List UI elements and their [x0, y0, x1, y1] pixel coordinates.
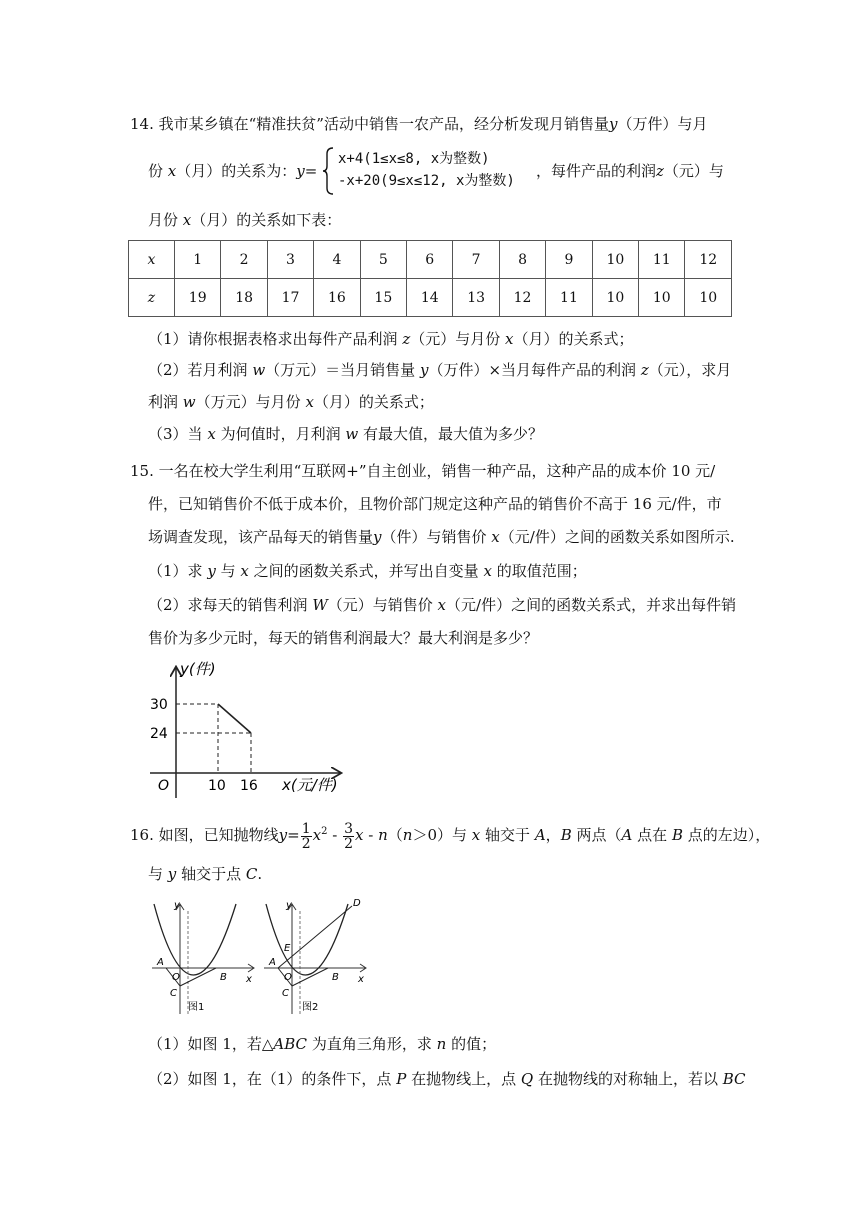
cell-z-11: 10 — [639, 279, 685, 317]
svg-text:A: A — [269, 957, 276, 968]
q14-part2-cont: 利润 w（万元）与月份 x（月）的关系式； — [148, 393, 434, 411]
q15-line3: 场调查发现，该产品每天的销售量y（件）与销售价 x（元/件）之间的函数关系如图所示. — [148, 528, 735, 546]
cell-x-3: 3 — [267, 241, 313, 279]
q15-graph — [140, 658, 370, 808]
cell-x-4: 4 — [314, 241, 360, 279]
q14-line2-tail: ，每件产品的利润z（元）与 — [536, 162, 724, 180]
q16-part2: （2）如图 1，在（1）的条件下，点 P 在抛物线上，点 Q 在抛物线的对称轴上，若以 BC — [148, 1070, 746, 1088]
q14-line3: 月份 x（月）的关系如下表： — [148, 211, 342, 229]
cell-z-12: 10 — [685, 279, 732, 317]
cell-z-3: 17 — [267, 279, 313, 317]
svg-text:E: E — [284, 943, 291, 954]
piecewise-case-1: x+4(1≤x≤8, x为整数) — [338, 151, 490, 167]
row-label-z: z — [129, 279, 175, 317]
svg-text:y: y — [174, 900, 180, 911]
q14-line2: 份 x（月）的关系为：y= — [148, 162, 318, 180]
cell-z-9: 11 — [546, 279, 592, 317]
graph-xtick-10: 10 — [208, 778, 226, 794]
q16-figure-2 — [260, 896, 370, 1018]
graph-y-label: y(件) — [180, 660, 216, 678]
cell-x-12: 12 — [685, 241, 732, 279]
q15-line2: 件，已知销售价不低于成本价，且物价部门规定这种产品的销售价不高于 16 元/件，市 — [148, 495, 722, 513]
svg-text:x: x — [246, 974, 252, 985]
graph-xtick-16: 16 — [240, 778, 258, 794]
q15-part2-cont: 售价为多少元时，每天的销售利润最大？最大利润是多少？ — [148, 629, 539, 647]
piecewise-case-2: -x+20(9≤x≤12, x为整数) — [338, 173, 515, 189]
cell-z-1: 19 — [175, 279, 221, 317]
left-brace — [322, 146, 336, 196]
table-row-z — [129, 279, 732, 317]
svg-text:C: C — [170, 988, 177, 999]
q16-figure-1 — [148, 896, 258, 1018]
graph-ytick-24: 24 — [150, 726, 168, 742]
svg-text:D: D — [353, 898, 361, 909]
fig2-parabola — [266, 904, 348, 975]
fraction-one-half: $\frac{1}{2}$ — [301, 820, 311, 852]
cell-x-5: 5 — [360, 241, 406, 279]
fig1-segment-CB — [180, 968, 216, 986]
q16-line2: 与 y 轴交于点 C. — [148, 865, 263, 883]
q14-part2: （2）若月利润 w（万元）＝当月销售量 y（万件）×当月每件产品的利润 z（元），求月 — [148, 361, 732, 379]
fig2-segment-CB — [292, 968, 328, 986]
cell-z-4: 16 — [314, 279, 360, 317]
svg-text:A: A — [157, 957, 164, 968]
cell-z-8: 12 — [499, 279, 545, 317]
cell-x-2: 2 — [221, 241, 267, 279]
q16-part1: （1）如图 1，若△ABC 为直角三角形，求 n 的值； — [148, 1035, 497, 1053]
cell-z-6: 14 — [407, 279, 453, 317]
q16-line1: 16. 如图，已知抛物线y= $\frac{1}{2}$ $x^2$ - $\frac{3}{2}$ x - n（n＞0）与 x 轴交于 A，B 两点（A 点在 B 点的左边）， — [130, 820, 771, 852]
cell-x-1: 1 — [175, 241, 221, 279]
cell-x-11: 11 — [639, 241, 685, 279]
row-label-x: x — [129, 241, 175, 279]
q14-line1: 14. 我市某乡镇在“精准扶贫”活动中销售一农产品，经分析发现月销售量y（万件）与月 — [130, 115, 708, 133]
graph-origin: O — [158, 778, 170, 794]
svg-text:O: O — [172, 972, 180, 983]
fig1-caption: 图1 — [188, 1002, 205, 1013]
q14-part3: （3）当 x 为何值时，月利润 w 有最大值，最大值为多少？ — [148, 425, 544, 443]
q15-part1: （1）求 y 与 x 之间的函数关系式，并写出自变量 x 的取值范围； — [148, 562, 587, 580]
graph-ytick-30: 30 — [150, 697, 168, 713]
graph-segment — [218, 704, 251, 733]
q15-line1: 15. 一名在校大学生利用“互联网+”自主创业，销售一种产品，这种产品的成本价 10 元/ — [130, 462, 716, 480]
fig2-segment-AD — [278, 906, 352, 968]
svg-text:B: B — [220, 972, 227, 983]
svg-text:B: B — [332, 972, 339, 983]
svg-text:y: y — [286, 900, 292, 911]
cell-x-10: 10 — [592, 241, 638, 279]
cell-x-8: 8 — [499, 241, 545, 279]
fig2-caption: 图2 — [302, 1002, 319, 1013]
cell-z-10: 10 — [592, 279, 638, 317]
cell-z-5: 15 — [360, 279, 406, 317]
fraction-three-halves: $\frac{3}{2}$ — [344, 820, 354, 852]
svg-text:x: x — [358, 974, 364, 985]
table-row-x — [129, 241, 732, 279]
graph-x-label: x(元/件) — [282, 776, 338, 794]
cell-x-9: 9 — [546, 241, 592, 279]
fig1-parabola — [154, 904, 236, 975]
cell-x-6: 6 — [407, 241, 453, 279]
q15-part2: （2）求每天的销售利润 W（元）与销售价 x（元/件）之间的函数关系式，并求出每件销 — [148, 596, 737, 614]
cell-x-7: 7 — [453, 241, 499, 279]
cell-z-7: 13 — [453, 279, 499, 317]
cell-z-2: 18 — [221, 279, 267, 317]
svg-text:C: C — [282, 988, 289, 999]
q14-part1: （1）请你根据表格求出每件产品利润 z（元）与月份 x（月）的关系式； — [148, 330, 634, 348]
piecewise-function — [322, 146, 552, 196]
svg-text:O: O — [284, 972, 292, 983]
profit-table — [128, 240, 732, 317]
